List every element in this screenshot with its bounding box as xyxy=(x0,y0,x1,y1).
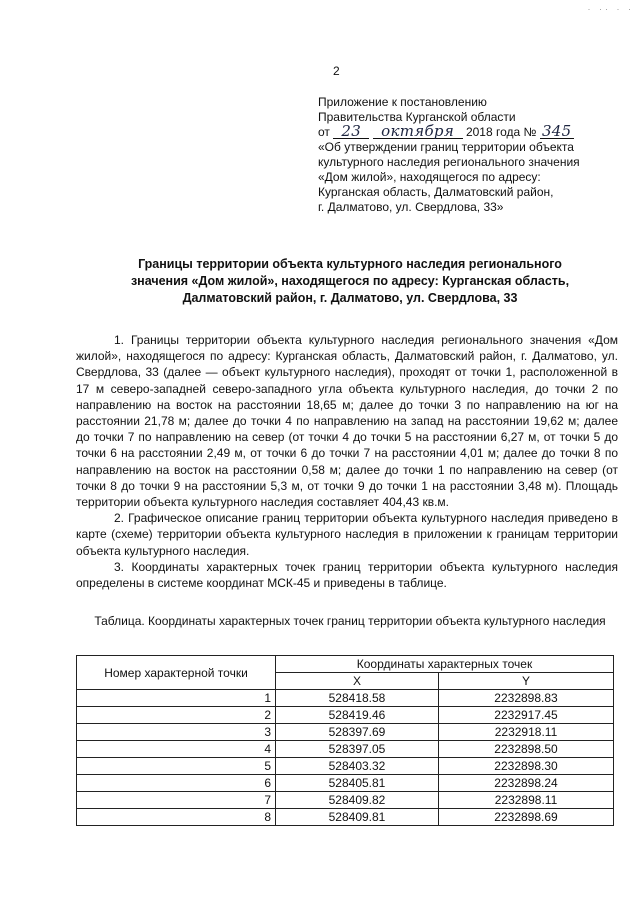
coord-x: 528409.81 xyxy=(276,809,439,826)
scan-marks: · ·· · · xyxy=(587,4,634,14)
point-number: 5 xyxy=(77,758,276,775)
header-point-number: Номер характерной точки xyxy=(77,656,276,690)
header-x: X xyxy=(276,673,439,690)
point-number: 1 xyxy=(77,690,276,707)
table-row xyxy=(77,775,614,792)
paragraph-1: 1. Границы территории объекта культурного наследия регионального значения «Дом жилой», находящегося по адресу: Курганская область, Далматовский район, г. Далматово, ул. Свердлова, 33 (далее — объект культурного наследия), проходят от точки 1, расположенной в 17 м северо-западней северо-западного угла объекта культурного наследия, до точки 2 по направлению на восток на расстоянии 18,65 м; далее до точки 3 по направлению на юг на расстоянии 21,78 м; далее до точки 4 по направлению на запад на расстоянии 19,62 м; далее до точки 7 по направлению на север (от точки 4 до точки 5 на расстоянии 6,27 м, от точки 5 до точки 6 на расстоянии 2,49 м, от точки 6 до точки 7 на расстоянии 4,01 м; далее до точки 8 по направлению на восток на расстоянии 0,58 м; далее до точки 1 по направлению на север (от точки 8 до точки 9 на расстоянии 5,3 м, от точки 9 до точки 1 на расстоянии 3,48 м). Площадь территории объекта культурного наследия составляет 404,43 кв.м. xyxy=(76,333,618,510)
coord-y: 2232917.45 xyxy=(439,707,614,724)
appendix-subject-line: «Дом жилой», находящегося по адресу: xyxy=(318,170,541,184)
point-number: 6 xyxy=(77,775,276,792)
coord-x: 528418.58 xyxy=(276,690,439,707)
title-line: Границы территории объекта культурного наследия регионального xyxy=(138,257,562,271)
coord-y: 2232898.69 xyxy=(439,809,614,826)
appendix-subject-line: г. Далматово, ул. Свердлова, 33» xyxy=(318,200,504,214)
body-text xyxy=(76,332,618,591)
coord-x: 528403.32 xyxy=(276,758,439,775)
coord-y: 2232898.50 xyxy=(439,741,614,758)
point-number: 7 xyxy=(77,792,276,809)
point-number: 2 xyxy=(77,707,276,724)
header-y: Y xyxy=(439,673,614,690)
title-line: значения «Дом жилой», находящегося по адресу: Курганская область, xyxy=(130,274,570,288)
appendix-block xyxy=(318,95,618,215)
table-row xyxy=(77,809,614,826)
coordinates-table xyxy=(76,655,614,826)
coord-y: 2232898.11 xyxy=(439,792,614,809)
coord-x: 528397.69 xyxy=(276,724,439,741)
appendix-line-1: Приложение к постановлению xyxy=(318,95,487,109)
appendix-subject-line: культурного наследия регионального значения xyxy=(318,155,580,169)
date-month-handwritten: октября xyxy=(373,125,463,139)
page-number: 2 xyxy=(333,64,340,78)
coord-x: 528419.46 xyxy=(276,707,439,724)
date-prefix: от xyxy=(318,125,330,139)
appendix-subject-line: «Об утверждении границ территории объекта xyxy=(318,140,574,154)
header-coordinates: Координаты характерных точек xyxy=(276,656,614,673)
title-line: Далматовский район, г. Далматово, ул. Свердлова, 33 xyxy=(182,291,518,305)
table-row xyxy=(77,741,614,758)
appendix-date-line xyxy=(318,122,618,140)
table-row xyxy=(77,758,614,775)
table-row xyxy=(77,707,614,724)
coord-y: 2232918.11 xyxy=(439,724,614,741)
appendix-subject-line: Курганская область, Далматовский район, xyxy=(318,185,554,199)
coord-y: 2232898.24 xyxy=(439,775,614,792)
appendix-line-2: Правительства Курганской области xyxy=(318,110,516,124)
coord-x: 528405.81 xyxy=(276,775,439,792)
point-number: 8 xyxy=(77,809,276,826)
coord-y: 2232898.30 xyxy=(439,758,614,775)
point-number: 4 xyxy=(77,741,276,758)
date-year: 2018 года № xyxy=(465,125,537,139)
point-number: 3 xyxy=(77,724,276,741)
date-day-handwritten: 23 xyxy=(333,125,369,139)
table-row xyxy=(77,792,614,809)
table-caption: Таблица. Координаты характерных точек границ территории объекта культурного наследия xyxy=(94,614,606,628)
coord-x: 528397.05 xyxy=(276,741,439,758)
table-row xyxy=(77,690,614,707)
coord-y: 2232898.83 xyxy=(439,690,614,707)
coord-x: 528409.82 xyxy=(276,792,439,809)
document-title xyxy=(80,256,620,307)
document-number-handwritten: 345 xyxy=(540,125,574,139)
paragraph-2: 2. Графическое описание границ территории объекта культурного наследия приведено в карте (схеме) территории объекта культурного наследия в приложении к границам территории объекта культурного наследия. xyxy=(76,511,618,558)
paragraph-3: 3. Координаты характерных точек границ территории объекта культурного наследия определены в системе координат МСК-45 и приведены в таблице. xyxy=(76,559,618,591)
table-row xyxy=(77,724,614,741)
